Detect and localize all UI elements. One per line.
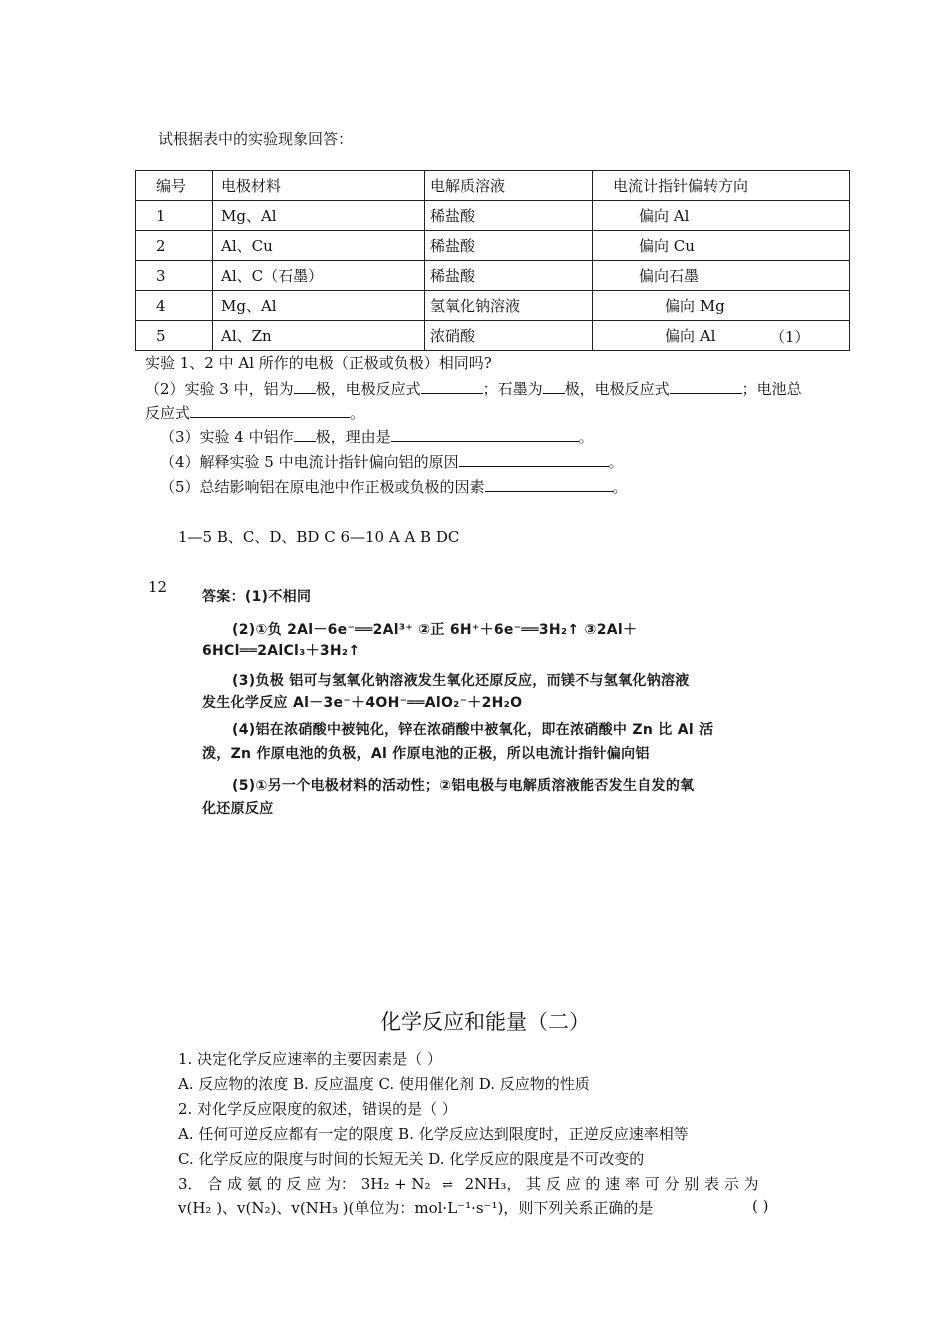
answer-blank[interactable] (294, 427, 316, 442)
scan-line: (2)①负 2Al－6e⁻══2Al³⁺ ②正 6H⁺＋6e⁻══3H₂↑ ③2Al＋ (232, 622, 638, 638)
table-row (136, 291, 850, 321)
answer-blank[interactable] (190, 403, 350, 418)
part2-q2: 2. 对化学反应限度的叙述，错误的是（ ） (178, 1100, 457, 1118)
part2-q2-options-ab: A. 任何可逆反应都有一定的限度 B. 化学反应达到限度时，正逆反应速率相等 (178, 1125, 689, 1143)
part2-q3-cont: v(H₂ )、v(N₂)、v(NH₃ )(单位为：mol·L⁻¹·s⁻¹)，则下列关系正确的是 (178, 1199, 654, 1217)
equilibrium-arrow-icon: ⇌ (442, 1178, 454, 1193)
table-row (136, 201, 850, 231)
table-cell: 1 (136, 201, 213, 231)
table-cell: Al、Zn (213, 321, 425, 351)
table-cell: 偏向 Mg (593, 291, 850, 321)
question-4 (160, 451, 624, 472)
table-row (136, 321, 850, 351)
question-1-number: （1） (770, 328, 810, 346)
header-cell: 电流计指针偏转方向 (593, 171, 850, 201)
scan-line: 泼，Zn 作原电池的负极，Al 作原电池的正极，所以电流计指针偏向铝 (202, 746, 650, 762)
question-2 (145, 378, 802, 399)
table-header-row (136, 171, 850, 201)
part2-q3 (178, 1173, 759, 1194)
table-cell: 偏向 Al (593, 201, 850, 231)
q2-text: 极，电极反应式 (315, 380, 421, 398)
question-5 (160, 476, 628, 497)
table-cell: 稀盐酸 (425, 231, 593, 261)
header-cell: 编号 (136, 171, 213, 201)
q3-text: 2NH₃， 其 反 应 的 速 率 可 分 别 表 示 为 (464, 1175, 759, 1193)
table-cell: 4 (136, 291, 213, 321)
q5-text: 。 (612, 478, 628, 496)
q2-text: ；石墨为 (482, 380, 543, 398)
part2-q2-options-cd: C. 化学反应的限度与时间的长短无关 D. 化学反应的限度是不可改变的 (178, 1150, 645, 1168)
scan-line: (5)①另一个电极材料的活动性；②铝电极与电解质溶液能否发生自发的氧 (232, 778, 695, 794)
q2-text: 。 (350, 404, 366, 422)
part2-q1-options: A. 反应物的浓度 B. 反应温度 C. 使用催化剂 D. 反应物的性质 (178, 1075, 590, 1093)
table-cell: Mg、Al (213, 291, 425, 321)
scan-line: 答案：(1)不相同 (202, 589, 312, 605)
table-cell: 氢氧化钠溶液 (425, 291, 593, 321)
scan-line: (4)铝在浓硝酸中被钝化，锌在浓硝酸中被氧化，即在浓硝酸中 Zn 比 Al 活 (232, 722, 714, 738)
header-cell: 电解质溶液 (425, 171, 593, 201)
q3-text: 3． 合 成 氨 的 反 应 为： 3H₂ + N₂ (178, 1175, 431, 1193)
table-cell: 3 (136, 261, 213, 291)
question-3 (160, 426, 594, 447)
q2-text: 极，电极反应式 (564, 380, 670, 398)
scan-line: 6HCl══2AlCl₃＋3H₂↑ (202, 643, 361, 659)
table-cell: Mg、Al (213, 201, 425, 231)
part2-q1: 1. 决定化学反应速率的主要因素是（ ） (178, 1050, 442, 1068)
table-cell: 浓硝酸 (425, 321, 593, 351)
table-row (136, 231, 850, 261)
q3-text: 。 (578, 428, 594, 446)
table-cell: 偏向 Cu (593, 231, 850, 261)
q2-text: 反应式 (145, 404, 191, 422)
answer-blank[interactable] (485, 477, 613, 492)
header-cell: 电极材料 (213, 171, 425, 201)
table-cell: 偏向 Al (593, 321, 850, 351)
answer-blank[interactable] (391, 427, 579, 442)
answer-blank[interactable] (543, 379, 565, 394)
table-cell: 2 (136, 231, 213, 261)
scan-line: 发生化学反应 Al－3e⁻＋4OH⁻══AlO₂⁻＋2H₂O (202, 695, 523, 711)
scanned-answer-block (198, 580, 718, 820)
table-cell: Al、C（石墨） (213, 261, 425, 291)
intro-text: 试根据表中的实验现象回答： (158, 130, 354, 148)
table-cell: Al、Cu (213, 231, 425, 261)
q4-text: （4）解释实验 5 中电流计指针偏向铝的原因 (160, 453, 459, 471)
q3-text: 极，理由是 (315, 428, 391, 446)
question-2-cont (145, 402, 365, 423)
answer-blank[interactable] (459, 452, 609, 467)
q4-text: 。 (608, 453, 624, 471)
answer-blank[interactable] (294, 379, 316, 394)
table-cell: 偏向石墨 (593, 261, 850, 291)
table-cell: 稀盐酸 (425, 201, 593, 231)
table-cell: 稀盐酸 (425, 261, 593, 291)
section-heading: 化学反应和能量（二） (380, 1010, 590, 1034)
question-1: 实验 1、2 中 Al 所作的电极（正极或负极）相同吗? (145, 354, 492, 372)
scan-line: (3)负极 铝可与氢氧化钠溶液发生氧化还原反应，而镁不与氢氧化钠溶液 (232, 673, 690, 689)
q5-text: （5）总结影响铝在原电池中作正极或负极的因素 (160, 478, 485, 496)
table-cell: 5 (136, 321, 213, 351)
q2-text: （2）实验 3 中，铝为 (145, 380, 294, 398)
answer-key-line: 1—5 B、C、D、BD C 6—10 A A B DC (178, 528, 460, 546)
experiment-table (135, 170, 850, 351)
q2-text: ；电池总 (741, 380, 802, 398)
item-number-12: 12 (148, 578, 168, 596)
answer-blank[interactable] (670, 379, 742, 394)
part2-q3-paren: ( ) (752, 1197, 769, 1215)
q3-text: （3）实验 4 中铝作 (160, 428, 294, 446)
scan-line: 化还原反应 (202, 801, 274, 817)
table-row (136, 261, 850, 291)
answer-blank[interactable] (421, 379, 483, 394)
